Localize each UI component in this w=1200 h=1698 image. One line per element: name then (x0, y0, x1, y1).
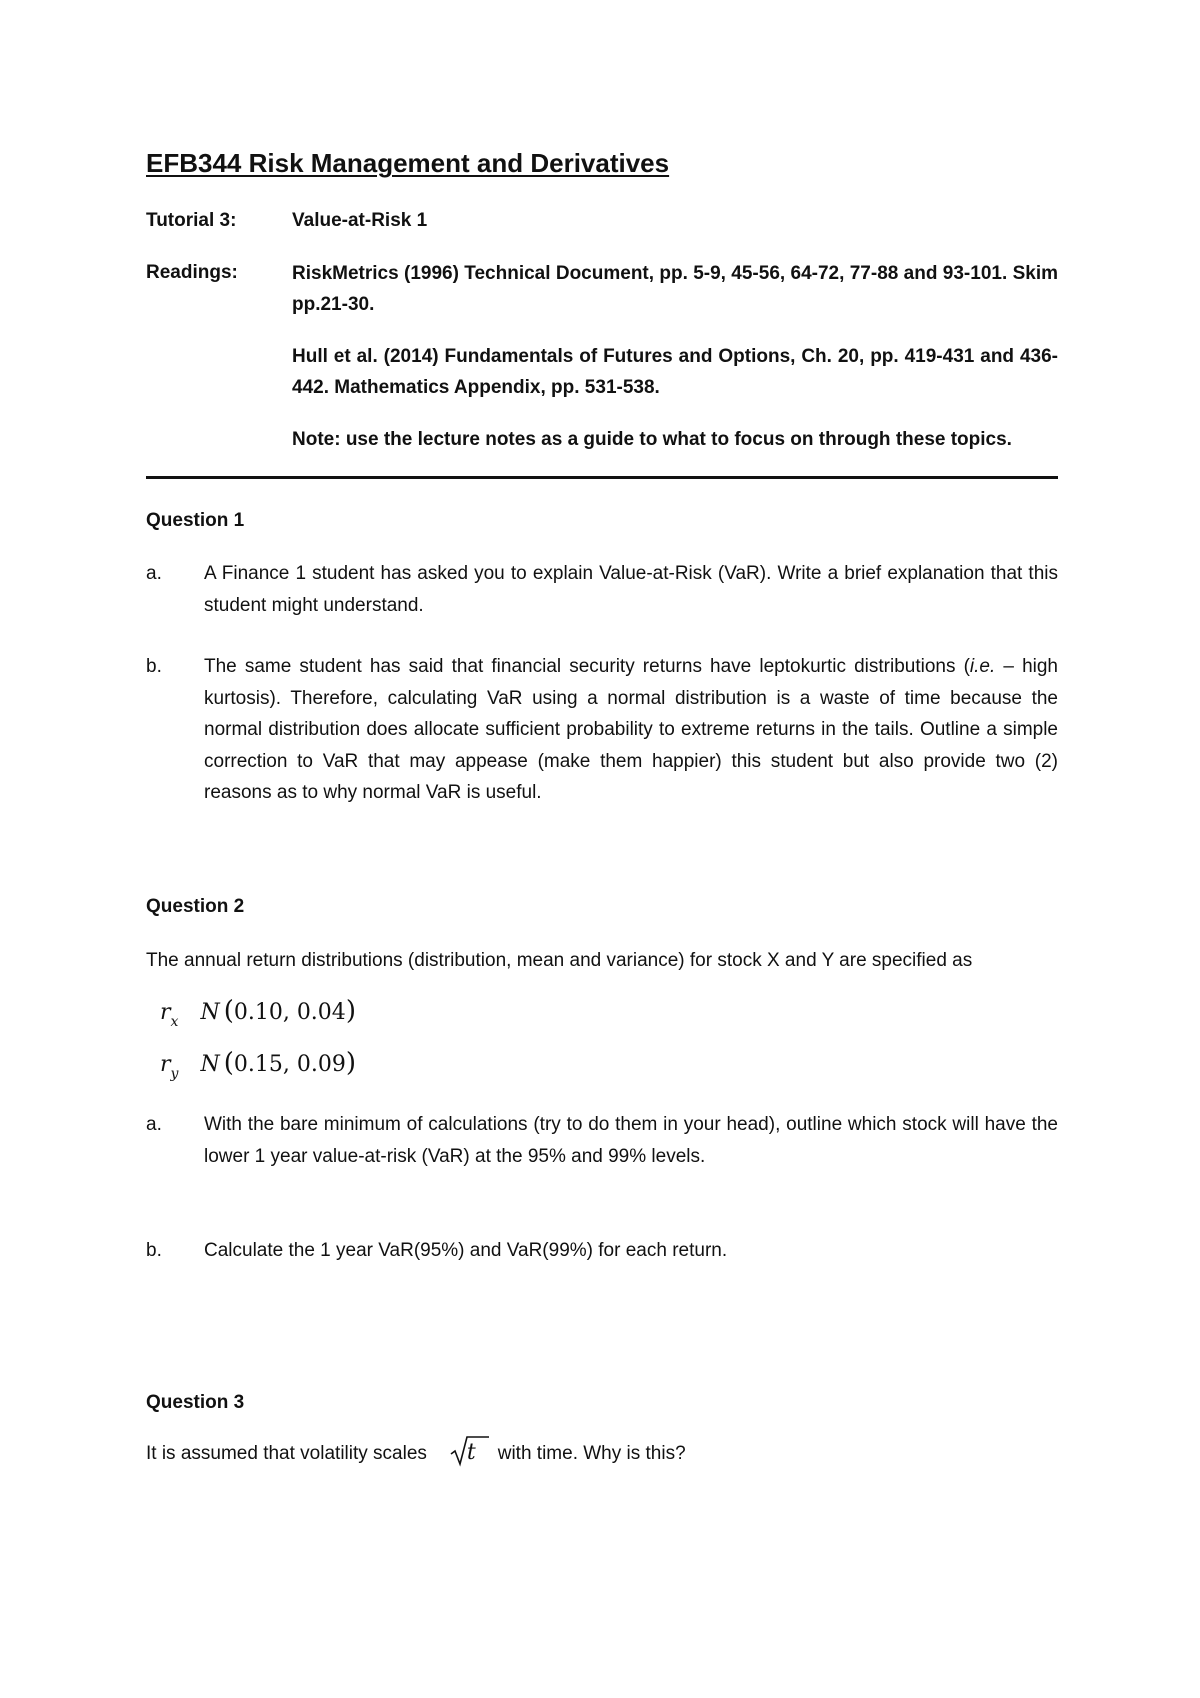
eq2-params: 0.15, 0.09 (233, 1052, 346, 1077)
readings-label: Readings: (146, 262, 238, 283)
eq2-sub: y (170, 1066, 179, 1082)
q3-text-before: It is assumed that volatility scales (146, 1443, 427, 1464)
q3-text-after: with time. Why is this? (497, 1443, 686, 1464)
reading-item-hull: Hull et al. (2014) Fundamentals of Futures and Options, Ch. 20, pp. 419-431 and 436-442. Mathematics Appendix, pp. 531-538. (292, 346, 1058, 398)
horizontal-divider (146, 476, 1058, 479)
q2a-marker: a. (146, 1114, 162, 1135)
reading-item-riskmetrics: RiskMetrics (1996) Technical Document, pp. 5-9, 45-56, 64-72, 77-88 and 93-101. Skim pp.21-30. (292, 263, 1058, 315)
document-title: EFB344 Risk Management and Derivatives (146, 148, 670, 178)
sqrt-symbol (453, 1440, 476, 1465)
q2b-text: Calculate the 1 year VaR(95%) and VaR(99%) for each return. (204, 1240, 728, 1261)
question-3-heading: Question 3 (146, 1392, 245, 1413)
eq1-var: r (160, 1000, 171, 1025)
tutorial-label: Tutorial 3: (146, 210, 237, 231)
eq2-dist: N (200, 1052, 220, 1077)
question-1-heading: Question 1 (146, 510, 245, 531)
q1b-text (204, 651, 1058, 809)
q1b-text-part-2: – high kurtosis). Therefore, calculating VaR using a normal distribution is a waste of time because the normal distribution does allocate sufficient probability to extreme returns in the tails. Outline a simple correction to VaR that may appease (make them happier) this student but also provide two (2) reasons as to why normal VaR is useful. (204, 656, 1059, 803)
q2-intro: The annual return distributions (distribution, mean and variance) for stock X and Y are specified as (146, 950, 973, 971)
equation-ry: $r_y$ N (0.15, 0.09) (160, 1048, 356, 1082)
q1b-marker: b. (146, 656, 162, 677)
radical-sign-icon (449, 1434, 489, 1468)
q2b-marker: b. (146, 1240, 162, 1261)
question-2-heading: Question 2 (146, 896, 245, 917)
q1b-text-part-1: The same student has said that financial security returns have leptokurtic distributions ( (204, 656, 970, 677)
q1a-text: A Finance 1 student has asked you to explain Value-at-Risk (VaR). Write a brief explanation that this student might understand. (204, 563, 1058, 616)
q2a-text: With the bare minimum of calculations (try to do them in your head), outline which stock will have the lower 1 year value-at-risk (VaR) at the 95% and 99% levels. (204, 1114, 1058, 1167)
eq1-dist: N (200, 1000, 220, 1025)
tutorial-value: Value-at-Risk 1 (292, 210, 428, 231)
eq1-params: 0.10, 0.04 (233, 1000, 346, 1025)
sqrt-variable: t (466, 1440, 476, 1465)
eq2-var: r (160, 1052, 171, 1077)
q3-text (146, 1440, 686, 1465)
eq1-sub: x (170, 1014, 179, 1030)
reading-note: Note: use the lecture notes as a guide to what to focus on through these topics. (292, 429, 1012, 450)
q1a-marker: a. (146, 563, 162, 584)
equation-rx: $r_x$ N (0.10, 0.04) (160, 996, 356, 1030)
q1b-ie: i.e. (969, 656, 996, 677)
